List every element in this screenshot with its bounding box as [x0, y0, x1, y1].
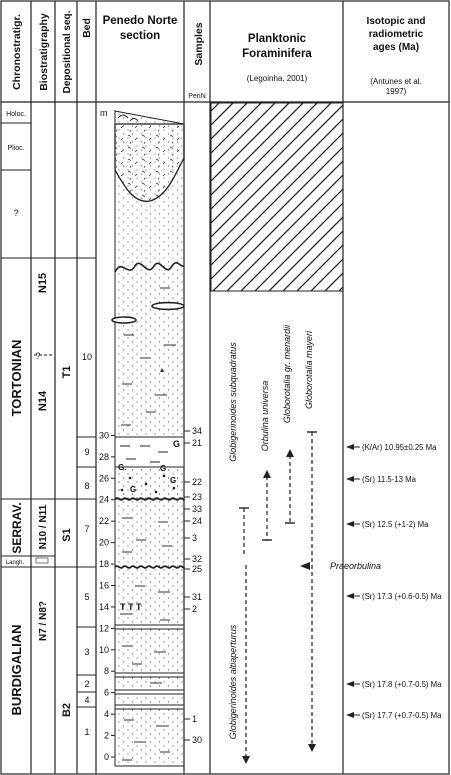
header-forams-ref: (Legoinha, 2001): [246, 74, 308, 83]
header-section-line2: section: [119, 30, 161, 42]
age-sr-17-3: (Sr) 17.3 (+0.6-0.5) Ma: [362, 592, 442, 601]
sample-21: 21: [192, 438, 203, 448]
biostratigraphy-column: [31, 258, 55, 641]
chronostratigraphy-column: [1, 111, 31, 716]
lithologic-log: [99, 108, 184, 766]
age-sr-17-7: (Sr) 17.7 (+0.7-0.5) Ma: [362, 711, 442, 720]
sand-unit-upper: [115, 124, 184, 269]
age-kar: (K/Ar) 10.95±0.25 Ma: [362, 443, 437, 452]
svg-text:G: G: [173, 439, 181, 449]
bio-n7-n8: N7 / N8?: [38, 600, 49, 642]
chrono-tortonian: TORTONIAN: [9, 339, 24, 417]
depth-tick-label: 16: [98, 580, 109, 591]
header-samples-unit: PenN: [188, 93, 206, 100]
depth-tick-label: 6: [103, 687, 109, 698]
species-g-menardii: Globorotalia gr. menardii: [282, 324, 292, 424]
depositional-sequence-column: [55, 258, 77, 717]
depth-tick-label: 20: [98, 537, 109, 548]
sample-32: 32: [192, 554, 203, 564]
ages-column: [346, 443, 442, 720]
seq-t1: T1: [61, 365, 73, 379]
bed-column: [77, 258, 96, 737]
seq-s1: S1: [61, 528, 73, 542]
depth-tick-label: 30: [98, 430, 109, 441]
depth-tick-label: 14: [98, 601, 109, 612]
sample-24: 24: [192, 516, 203, 526]
chrono-pliocene: Plioc.: [7, 145, 25, 152]
depth-tick-label: 4: [103, 709, 109, 720]
depth-tick-label: 10: [98, 644, 109, 655]
depth-tick-label: 28: [98, 451, 109, 462]
sample-1: 1: [192, 714, 198, 724]
depth-tick-label: 24: [98, 494, 109, 505]
sample-34: 34: [192, 426, 203, 436]
sample-3: 3: [192, 533, 198, 543]
bed-7: 7: [84, 524, 90, 534]
bio-n10-n11: N10 / N11: [38, 504, 49, 550]
chrono-burdigalian: BURDIGALIAN: [9, 624, 24, 716]
bed-10: 10: [81, 352, 93, 362]
bed-3: 3: [84, 647, 90, 657]
depth-unit-label: m: [100, 108, 108, 118]
column-headers: [11, 10, 425, 100]
bed-8: 8: [84, 481, 90, 491]
chrono-serravallian: SERRAV.: [10, 502, 24, 554]
langhian-box: [36, 558, 48, 563]
depth-axis-ticks: [99, 430, 115, 762]
header-forams-line2: Foraminifera: [242, 48, 312, 60]
species-g-mayeri: Globorotalia mayeri: [304, 330, 314, 410]
species-orbulina-universa: Orbulina universa: [260, 380, 270, 452]
bed-9: 9: [84, 447, 90, 457]
bio-n14: N14: [37, 390, 49, 412]
samples-column: [184, 426, 202, 745]
holocene-wedge: [115, 111, 184, 124]
species-praeorbulina: Praeorbulina: [330, 561, 382, 571]
bio-n15: N15: [37, 272, 49, 294]
depth-tick-label: 0: [103, 752, 109, 762]
header-biostratigraphy: Biostratigraphy: [38, 13, 50, 91]
header-bed: Bed: [81, 18, 93, 38]
svg-text:G: G: [170, 476, 177, 485]
header-ages-line3: ages (Ma): [372, 42, 420, 53]
bed-1: 1: [84, 727, 90, 737]
age-sr-11-5: (Sr) 11.5-13 Ma: [362, 475, 417, 484]
chrono-langhian: Langh.: [5, 560, 25, 566]
sample-23: 23: [192, 492, 203, 502]
species-g-subquadratus: Globigerinoides subquadratus: [228, 342, 238, 462]
hiatus-hatched-area: [211, 103, 343, 291]
header-ages-line1: Isotopic and: [366, 16, 426, 27]
sample-33: 33: [192, 504, 203, 514]
species-g-altiaperturus: Globigerinoides altiaperturus: [228, 624, 238, 740]
depth-tick-label: 22: [98, 516, 109, 527]
sample-31: 31: [192, 592, 203, 602]
bed-5: 5: [84, 592, 90, 602]
foraminifera-column: [211, 103, 381, 764]
header-ages-ref2: 1997): [385, 87, 407, 96]
header-forams-line1: Planktonic: [247, 33, 307, 45]
chrono-holocene: Holoc.: [6, 111, 26, 118]
bed-2: 2: [84, 679, 90, 689]
depth-tick-label: 12: [98, 623, 109, 634]
svg-text:T T T: T T T: [120, 602, 142, 612]
header-depositional-seq: Depositional seq.: [62, 10, 73, 94]
sample-2: 2: [192, 604, 198, 614]
depth-tick-label: 8: [103, 666, 109, 677]
header-chronostratigraphy: Chronostratigr.: [11, 14, 23, 90]
header-ages-line2: radiometric: [368, 29, 424, 40]
header-samples: Samples: [193, 22, 205, 66]
sample-22: 22: [192, 477, 203, 487]
chrono-unknown: ?: [13, 208, 19, 218]
bio-question: ?: [35, 351, 41, 361]
svg-text:G: G: [130, 485, 137, 494]
age-sr-12-5: (Sr) 12.5 (+1-2) Ma: [362, 520, 429, 529]
age-sr-17-8: (Sr) 17.8 (+0.7-0.5) Ma: [362, 680, 442, 689]
depth-tick-label: 2: [103, 730, 109, 741]
bed-4: 4: [84, 695, 90, 705]
seq-b2: B2: [61, 702, 73, 718]
header-ages-ref1: (Antunes et al.: [370, 77, 422, 86]
sample-25: 25: [192, 564, 203, 574]
header-section-line1: Penedo Norte: [102, 15, 178, 27]
depth-tick-label: 26: [98, 473, 109, 484]
depth-tick-label: 18: [98, 559, 109, 570]
sample-30: 30: [192, 735, 203, 745]
